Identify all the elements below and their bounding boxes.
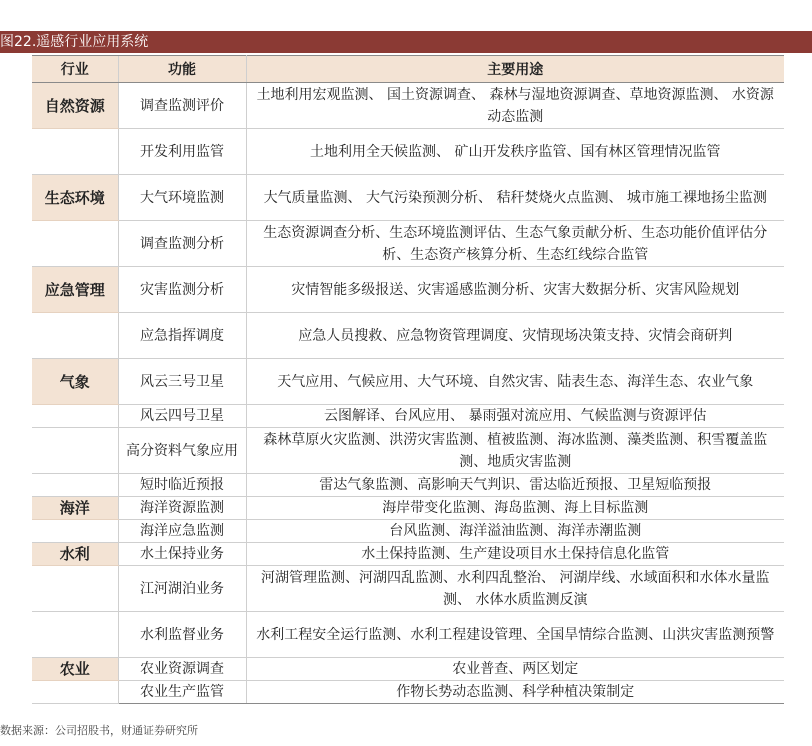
industry-application-table — [32, 55, 784, 704]
function-cell: 应急指挥调度 — [118, 313, 246, 359]
use-cell: 土地利用全天候监测、 矿山开发秩序监管、国有林区管理情况监管 — [246, 129, 784, 175]
industry-cell — [32, 129, 118, 175]
industry-cell: 海洋 — [32, 497, 118, 520]
function-cell: 高分资料气象应用 — [118, 428, 246, 474]
industry-cell: 水利 — [32, 543, 118, 566]
use-cell: 作物长势动态监测、科学种植决策制定 — [246, 681, 784, 704]
table-row — [32, 221, 784, 267]
use-cell: 雷达气象监测、高影响天气判识、雷达临近预报、卫星短临预报 — [246, 474, 784, 497]
function-cell: 风云三号卫星 — [118, 359, 246, 405]
function-cell: 海洋应急监测 — [118, 520, 246, 543]
function-cell: 调查监测评价 — [118, 83, 246, 129]
table-row — [32, 658, 784, 681]
use-cell: 应急人员搜救、应急物资管理调度、灾情现场决策支持、灾情会商研判 — [246, 313, 784, 359]
industry-cell: 农业 — [32, 658, 118, 681]
header-industry: 行业 — [32, 56, 118, 83]
header-function: 功能 — [118, 56, 246, 83]
function-cell: 大气环境监测 — [118, 175, 246, 221]
use-cell: 农业普查、两区划定 — [246, 658, 784, 681]
industry-cell — [32, 313, 118, 359]
table-row — [32, 566, 784, 612]
table-row — [32, 313, 784, 359]
table-row — [32, 612, 784, 658]
industry-cell: 自然资源 — [32, 83, 118, 129]
table-row — [32, 83, 784, 129]
use-cell: 台风监测、海洋溢油监测、海洋赤潮监测 — [246, 520, 784, 543]
figure-title: 图22.遥感行业应用系统 — [0, 31, 812, 53]
use-cell: 森林草原火灾监测、洪涝灾害监测、植被监测、海冰监测、藻类监测、积雪覆盖监测、地质灾害监测 — [246, 428, 784, 474]
function-cell: 江河湖泊业务 — [118, 566, 246, 612]
industry-cell — [32, 405, 118, 428]
header-use: 主要用途 — [246, 56, 784, 83]
industry-cell — [32, 566, 118, 612]
use-cell: 水土保持监测、生产建设项目水土保持信息化监管 — [246, 543, 784, 566]
function-cell: 调查监测分析 — [118, 221, 246, 267]
use-cell: 云图解译、台风应用、 暴雨强对流应用、气候监测与资源评估 — [246, 405, 784, 428]
table-row — [32, 129, 784, 175]
industry-cell — [32, 681, 118, 704]
function-cell: 灾害监测分析 — [118, 267, 246, 313]
table-row — [32, 520, 784, 543]
industry-cell: 气象 — [32, 359, 118, 405]
function-cell: 水土保持业务 — [118, 543, 246, 566]
industry-cell — [32, 221, 118, 267]
page-top-blank — [0, 0, 812, 30]
function-cell: 水利监督业务 — [118, 612, 246, 658]
table-row — [32, 175, 784, 221]
use-cell: 生态资源调查分析、生态环境监测评估、生态气象贡献分析、生态功能价值评估分析、生态资产核算分析、生态红线综合监管 — [246, 221, 784, 267]
table-row — [32, 681, 784, 704]
table-header-row — [32, 56, 784, 83]
function-cell: 短时临近预报 — [118, 474, 246, 497]
table-row — [32, 359, 784, 405]
table-row — [32, 497, 784, 520]
use-cell: 土地利用宏观监测、 国土资源调查、 森林与湿地资源调查、草地资源监测、 水资源动态监测 — [246, 83, 784, 129]
industry-cell — [32, 612, 118, 658]
use-cell: 大气质量监测、 大气污染预测分析、 秸秆焚烧火点监测、 城市施工裸地扬尘监测 — [246, 175, 784, 221]
use-cell: 灾情智能多级报送、灾害遥感监测分析、灾害大数据分析、灾害风险规划 — [246, 267, 784, 313]
table-row — [32, 405, 784, 428]
use-cell: 河湖管理监测、河湖四乱监测、水利四乱整治、 河湖岸线、水域面积和水体水量监测、 水体水质监测反演 — [246, 566, 784, 612]
industry-cell: 应急管理 — [32, 267, 118, 313]
use-cell: 水利工程安全运行监测、水利工程建设管理、全国旱情综合监测、山洪灾害监测预警 — [246, 612, 784, 658]
table-row — [32, 543, 784, 566]
table-row — [32, 267, 784, 313]
industry-cell — [32, 428, 118, 474]
use-cell: 海岸带变化监测、海岛监测、海上目标监测 — [246, 497, 784, 520]
function-cell: 农业生产监管 — [118, 681, 246, 704]
function-cell: 海洋资源监测 — [118, 497, 246, 520]
use-cell: 天气应用、气候应用、大气环境、自然灾害、陆表生态、海洋生态、农业气象 — [246, 359, 784, 405]
industry-cell — [32, 474, 118, 497]
table-row — [32, 428, 784, 474]
table-body — [32, 83, 784, 704]
function-cell: 开发利用监管 — [118, 129, 246, 175]
table-row — [32, 474, 784, 497]
function-cell: 农业资源调查 — [118, 658, 246, 681]
industry-cell: 生态环境 — [32, 175, 118, 221]
function-cell: 风云四号卫星 — [118, 405, 246, 428]
source-note: 数据来源：公司招股书，财通证券研究所 — [0, 724, 198, 737]
industry-cell — [32, 520, 118, 543]
